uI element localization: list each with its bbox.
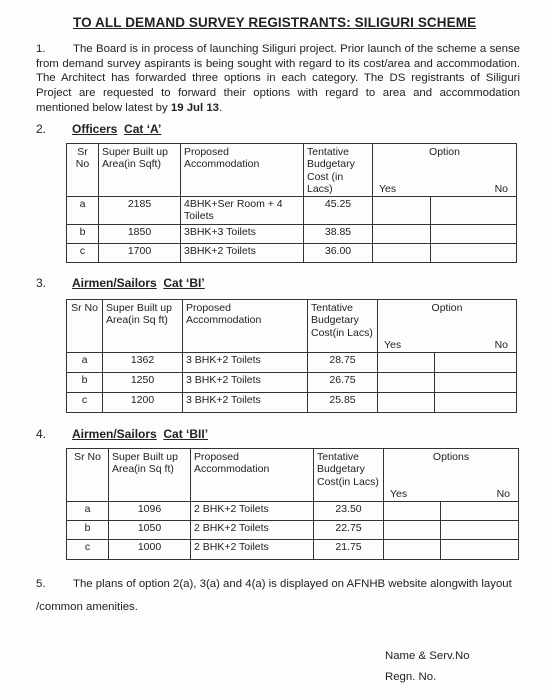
section-4-label: Airmen/Sailors <box>72 427 157 441</box>
no-checkbox-cell[interactable] <box>431 197 517 225</box>
no-label: No <box>494 338 508 351</box>
options-table-airmen-bi <box>66 299 517 413</box>
table-row <box>67 373 517 393</box>
no-label: No <box>494 182 508 195</box>
header-sr-no: Sr No <box>67 144 99 197</box>
signature-regn-no: Regn. No. <box>385 671 437 683</box>
row-accommodation: 3 BHK+2 Toilets <box>183 353 308 373</box>
section-2-label: Officers <box>72 122 118 136</box>
row-cost: 26.75 <box>308 373 378 393</box>
section-4-number: 4. <box>36 427 47 441</box>
table-row <box>67 521 519 540</box>
header-sr-no: Sr No <box>67 300 103 353</box>
row-area: 1850 <box>99 224 181 243</box>
header-area: Super Built up Area(in Sq ft) <box>103 300 183 353</box>
row-cost: 36.00 <box>304 243 373 262</box>
section-2-heading <box>36 122 161 136</box>
paragraph-1-end: . <box>219 101 223 114</box>
row-area: 2185 <box>99 197 181 225</box>
table-header-row <box>67 300 517 353</box>
row-accommodation: 2 BHK+2 Toilets <box>191 540 314 560</box>
no-checkbox-cell[interactable] <box>441 502 519 521</box>
row-sr: b <box>67 373 103 393</box>
yes-label: Yes <box>390 487 408 500</box>
yes-checkbox-cell[interactable] <box>373 224 431 243</box>
table-row <box>67 502 519 521</box>
row-cost: 21.75 <box>314 540 384 560</box>
options-table-officers <box>66 143 517 263</box>
option-label: Option <box>431 302 463 314</box>
no-checkbox-cell[interactable] <box>441 521 519 540</box>
no-checkbox-cell[interactable] <box>441 540 519 560</box>
paragraph-1 <box>36 42 520 116</box>
table-row <box>67 197 517 225</box>
document-title: TO ALL DEMAND SURVEY REGISTRANTS: SILIGURI SCHEME <box>73 15 477 30</box>
yes-checkbox-cell[interactable] <box>378 393 435 413</box>
row-accommodation: 3BHK+3 Toilets <box>181 224 304 243</box>
row-accommodation: 3BHK+2 Toilets <box>181 243 304 262</box>
yes-checkbox-cell[interactable] <box>373 243 431 262</box>
yes-label: Yes <box>379 182 397 195</box>
header-option <box>373 144 517 197</box>
section-3-number: 3. <box>36 276 47 290</box>
header-option <box>378 300 517 353</box>
signature-name-serv-no: Name & Serv.No <box>385 650 470 662</box>
row-sr: b <box>67 224 99 243</box>
no-label: No <box>496 487 510 500</box>
header-cost: Tentative Budgetary Cost (in Lacs) <box>304 144 373 197</box>
row-accommodation: 2 BHK+2 Toilets <box>191 521 314 540</box>
header-accommodation: Proposed Accommodation <box>181 144 304 197</box>
row-accommodation: 4BHK+Ser Room + 4 Toilets <box>181 197 304 225</box>
options-table-airmen-bii <box>66 448 519 560</box>
yes-checkbox-cell[interactable] <box>378 353 435 373</box>
yes-checkbox-cell[interactable] <box>384 540 441 560</box>
section-3-category: Cat ‘BI’ <box>163 276 205 290</box>
no-checkbox-cell[interactable] <box>431 243 517 262</box>
header-accommodation: Proposed Accommodation <box>183 300 308 353</box>
paragraph-1-number: 1. <box>36 43 46 55</box>
table-row <box>67 393 517 413</box>
table-row <box>67 353 517 373</box>
row-cost: 45.25 <box>304 197 373 225</box>
paragraph-5-text: The plans of option 2(a), 3(a) and 4(a) is displayed on AFNHB website alongwith layout /common amenities. <box>36 578 512 613</box>
row-sr: a <box>67 502 109 521</box>
row-sr: c <box>67 540 109 560</box>
row-area: 1200 <box>103 393 183 413</box>
header-sr-no: Sr No <box>67 449 109 502</box>
row-accommodation: 2 BHK+2 Toilets <box>191 502 314 521</box>
row-sr: b <box>67 521 109 540</box>
table-row <box>67 224 517 243</box>
header-area: Super Built up Area(in Sq ft) <box>109 449 191 502</box>
table-row <box>67 243 517 262</box>
row-cost: 38.85 <box>304 224 373 243</box>
option-label: Option <box>429 146 460 158</box>
header-accommodation: Proposed Accommodation <box>191 449 314 502</box>
yes-checkbox-cell[interactable] <box>378 373 435 393</box>
row-sr: c <box>67 243 99 262</box>
row-area: 1000 <box>109 540 191 560</box>
no-checkbox-cell[interactable] <box>431 224 517 243</box>
yes-checkbox-cell[interactable] <box>384 502 441 521</box>
yes-label: Yes <box>384 338 402 351</box>
section-3-heading <box>36 276 205 290</box>
paragraph-1-text: The Board is in process of launching Siliguri project. Prior launch of the scheme a sense from demand survey aspirants is being sought with regard to its cost/area and accommodation. The Architect has forwarded three options in each category. The DS registrants of Siliguri Project are requested to forward their options with regard to area and accommodation mentioned below latest by <box>36 43 520 114</box>
yes-checkbox-cell[interactable] <box>373 197 431 225</box>
row-cost: 23.50 <box>314 502 384 521</box>
row-cost: 22.75 <box>314 521 384 540</box>
section-2-category: Cat ‘A’ <box>124 122 162 136</box>
no-checkbox-cell[interactable] <box>435 373 517 393</box>
no-checkbox-cell[interactable] <box>435 393 517 413</box>
row-area: 1250 <box>103 373 183 393</box>
row-sr: c <box>67 393 103 413</box>
header-cost: Tentative Budgetary Cost(in Lacs) <box>308 300 378 353</box>
section-3-label: Airmen/Sailors <box>72 276 157 290</box>
paragraph-5 <box>36 573 526 619</box>
row-area: 1096 <box>109 502 191 521</box>
header-cost: Tentative Budgetary Cost(in Lacs) <box>314 449 384 502</box>
section-2-number: 2. <box>36 122 47 136</box>
row-accommodation: 3 BHK+2 Toilets <box>183 393 308 413</box>
row-sr: a <box>67 197 99 225</box>
table-row <box>67 540 519 560</box>
option-label: Options <box>432 451 470 463</box>
row-cost: 28.75 <box>308 353 378 373</box>
section-4-category: Cat ‘BII’ <box>163 427 209 441</box>
header-option <box>384 449 519 502</box>
row-accommodation: 3 BHK+2 Toilets <box>183 373 308 393</box>
yes-checkbox-cell[interactable] <box>384 521 441 540</box>
row-sr: a <box>67 353 103 373</box>
header-area: Super Built up Area(in Sqft) <box>99 144 181 197</box>
no-checkbox-cell[interactable] <box>435 353 517 373</box>
row-cost: 25.85 <box>308 393 378 413</box>
table-header-row <box>67 144 517 197</box>
table-header-row <box>67 449 519 502</box>
paragraph-5-number: 5. <box>36 578 46 590</box>
row-area: 1362 <box>103 353 183 373</box>
deadline-date: 19 Jul 13 <box>170 101 220 114</box>
section-4-heading <box>36 427 208 441</box>
row-area: 1700 <box>99 243 181 262</box>
row-area: 1050 <box>109 521 191 540</box>
